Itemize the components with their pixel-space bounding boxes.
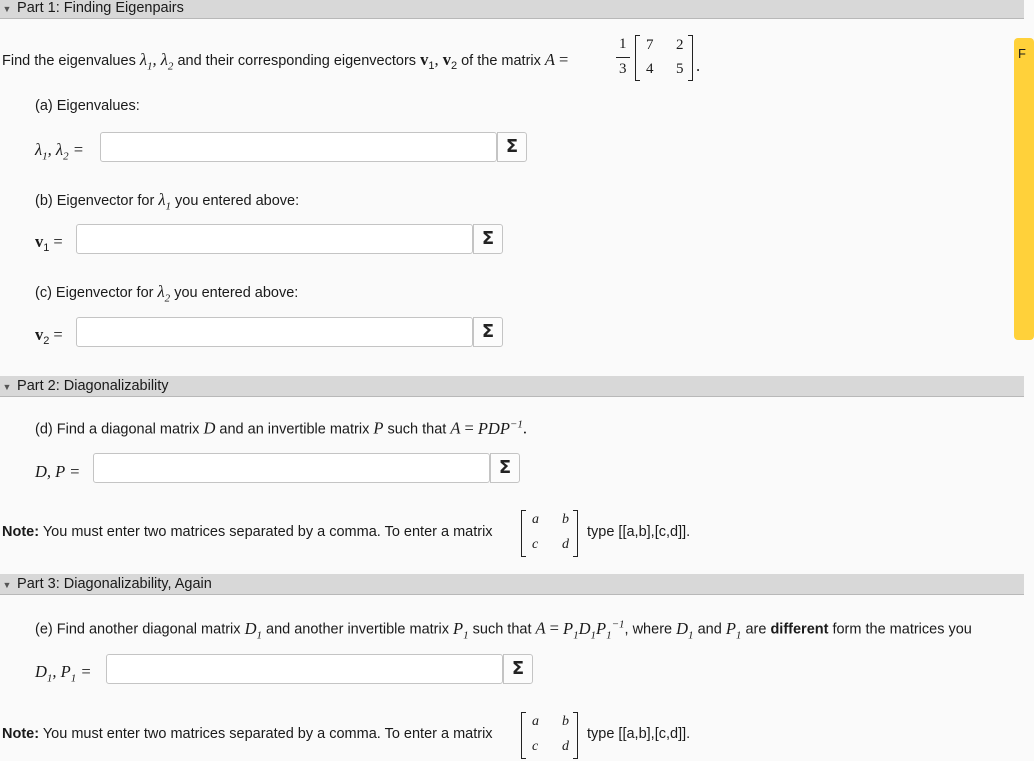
d1p1-field-label: $D_1$, $P_1$ = <box>35 662 92 685</box>
note-example-matrix: a b c d <box>521 713 578 758</box>
v2-field-label: $v_2$ = <box>35 325 63 347</box>
math-palette-button[interactable]: Σ <box>503 654 533 684</box>
matrix-a: 7 2 4 5 <box>635 36 693 80</box>
diagonalization-d1p1-input[interactable] <box>106 654 503 684</box>
eigenvector-v1-input[interactable] <box>76 224 473 254</box>
v1-field-label: $v_1$ = <box>35 232 63 254</box>
math-palette-button[interactable]: Σ <box>473 224 503 254</box>
diagonalization-dp-input[interactable] <box>93 453 490 483</box>
fraction-bar <box>616 57 630 58</box>
part3-header[interactable] <box>0 574 1024 595</box>
part-b-label: (b) Eigenvector for $\lambda_1$ you entered above: <box>35 190 300 213</box>
part2-note: Note: You must enter two matrices separated by a comma. To enter a matrix <box>2 524 493 540</box>
side-panel-tab[interactable] <box>1014 38 1034 340</box>
part3-title: Part 3: Diagonalizability, Again <box>17 576 212 592</box>
math-palette-button[interactable]: Σ <box>490 453 520 483</box>
part2-header[interactable] <box>0 376 1024 397</box>
eigenvalues-field-label: $\lambda_1$, $\lambda_2$ = <box>35 140 84 163</box>
note-example-matrix: a b c d <box>521 511 578 556</box>
eigenvector-v2-input[interactable] <box>76 317 473 347</box>
eigenvalues-input-group <box>100 132 527 162</box>
part1-prompt: Find the eigenvalues $\lambda_1$, $\lambda_2$ and their corresponding eigenvectors $v_1$, $v_2$ of the matrix A = <box>2 50 569 73</box>
fraction-denominator: 3 <box>619 61 627 77</box>
v1-input-group <box>76 224 503 254</box>
collapse-triangle-icon: ▼ <box>2 580 12 590</box>
fraction-numerator: 1 <box>619 36 627 52</box>
part-d-label: (d) Find a diagonal matrix D and an invertible matrix P such that $A = PDP^{-1}$. <box>35 418 527 438</box>
math-palette-button[interactable]: Σ <box>473 317 503 347</box>
dp-input-group <box>93 453 520 483</box>
v2-input-group <box>76 317 503 347</box>
part-c-label: (c) Eigenvector for $\lambda_2$ you entered above: <box>35 282 299 305</box>
dp-field-label: D, P = <box>35 462 81 481</box>
part-e-label: (e) Find another diagonal matrix $D_1$ and another invertible matrix $P_1$ such that $A = P_1D_1P_1^{-1}$, where $D_1$ and $P_1$ are different form the matrices you <box>35 618 972 641</box>
math-palette-button[interactable]: Σ <box>497 132 527 162</box>
part3-note: Note: You must enter two matrices separated by a comma. To enter a matrix <box>2 726 493 742</box>
part1-header[interactable] <box>0 0 1024 19</box>
part-a-label: (a) Eigenvalues: <box>35 98 140 114</box>
eigenvalues-input[interactable] <box>100 132 497 162</box>
part2-title: Part 2: Diagonalizability <box>17 378 169 394</box>
collapse-triangle-icon: ▼ <box>2 4 12 14</box>
d1p1-input-group <box>106 654 533 684</box>
part1-title: Part 1: Finding Eigenpairs <box>17 0 184 16</box>
part3-note-type: type [[a,b],[c,d]]. <box>587 726 691 742</box>
side-panel-tab-label: F <box>1018 46 1026 61</box>
collapse-triangle-icon: ▼ <box>2 382 12 392</box>
part2-note-type: type [[a,b],[c,d]]. <box>587 524 691 540</box>
